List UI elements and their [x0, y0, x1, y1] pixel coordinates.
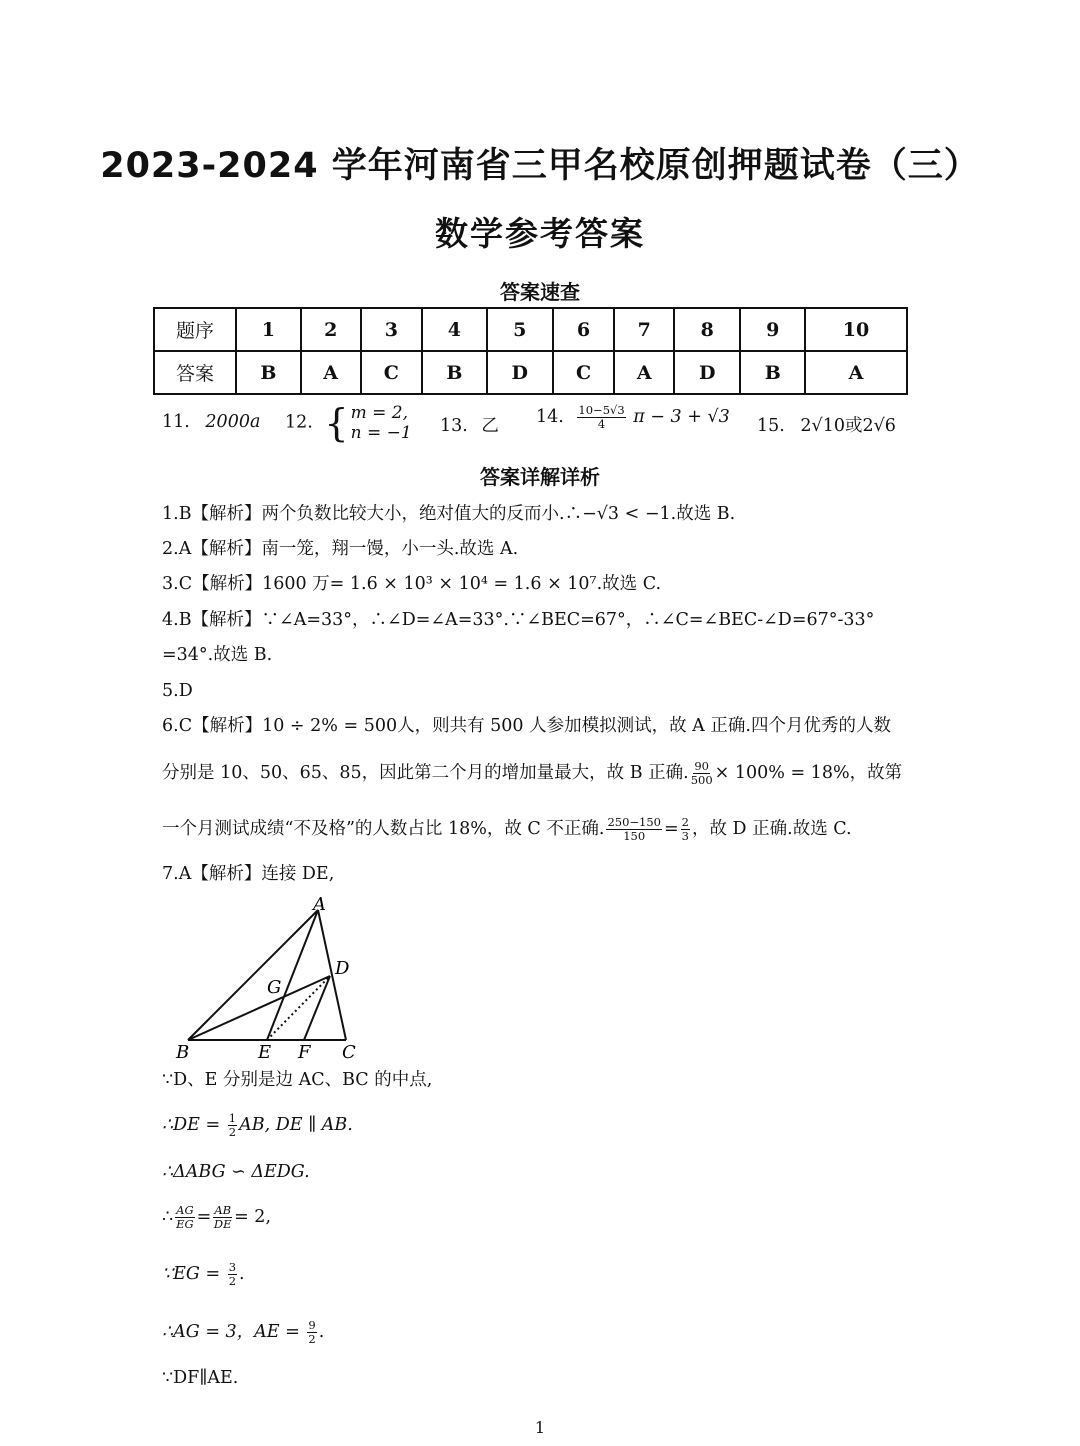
answer-q11 [162, 412, 260, 432]
label-d: D [335, 958, 350, 979]
table-cell: A [805, 351, 907, 394]
table-cell: A [614, 351, 674, 394]
q12-label: 12. [285, 412, 313, 433]
q15-label: 15. [757, 416, 785, 436]
table-row-label: 题序 [154, 308, 236, 351]
table-row-numbers [154, 308, 907, 351]
s6b-fraction [691, 760, 713, 787]
fraction-numerator: 9 [308, 1318, 316, 1332]
step-7: ∵DF∥AE. [162, 1368, 239, 1388]
st5-text: ∵EG = [162, 1264, 221, 1284]
q14-denominator: 4 [597, 417, 606, 431]
st4-text: ∴ [162, 1207, 174, 1227]
left-brace-icon: { [324, 401, 349, 445]
q12-row1: m = 2, [350, 403, 409, 423]
fraction-numerator: AB [214, 1203, 232, 1217]
equals-sign: = [196, 1207, 212, 1227]
table-cell: 5 [487, 308, 553, 351]
step-2 [162, 1112, 353, 1139]
label-e: E [258, 1042, 272, 1063]
st4-fraction-2 [213, 1204, 232, 1231]
segment-ae [267, 910, 318, 1040]
label-c: C [342, 1042, 356, 1063]
table-cell: 1 [236, 308, 301, 351]
q14-fraction [577, 404, 625, 431]
table-cell: C [553, 351, 614, 394]
answer-table [153, 307, 908, 395]
fraction-denominator: 150 [623, 829, 646, 843]
table-cell: B [740, 351, 805, 394]
table-cell: 6 [553, 308, 614, 351]
st6-tail: . [318, 1322, 325, 1342]
fraction-denominator: 3 [681, 829, 689, 843]
table-row-label: 答案 [154, 351, 236, 394]
table-cell: 10 [805, 308, 907, 351]
fraction-numerator: 90 [694, 759, 709, 773]
fraction-denominator: 2 [308, 1332, 316, 1346]
detail-header: 答案详解详析 [480, 465, 600, 489]
label-f: F [298, 1042, 311, 1063]
q11-label: 11. [162, 412, 190, 432]
q14-tail: π − 3 + √3 [633, 407, 730, 427]
answer-q14 [536, 404, 730, 431]
table-row-answers [154, 351, 907, 394]
st5-fraction [228, 1261, 237, 1288]
label-g: G [267, 977, 282, 998]
table-cell: 4 [422, 308, 487, 351]
q13-answer: 乙 [481, 416, 499, 436]
page-number: 1 [534, 1418, 546, 1437]
q15-answer: 2√10或2√6 [800, 416, 896, 436]
s6b-tail: × 100% = 18%，故第 [714, 763, 903, 783]
table-cell: 2 [301, 308, 361, 351]
page-subtitle: 数学参考答案 [435, 214, 645, 253]
solution-3: 3.C【解析】1600 万= 1.6 × 10³ × 10⁴ = 1.6 × 10⁷.故选 C. [162, 574, 662, 594]
table-cell: B [236, 351, 301, 394]
fraction-numerator: 2 [681, 815, 689, 829]
s6c-fraction-2 [681, 816, 690, 843]
st6-text: ∴AG = 3，AE = [162, 1322, 300, 1342]
solution-4-line1: 4.B【解析】∵∠A=33°，∴∠D=∠A=33°.∵∠BEC=67°，∴∠C=∠BEC-∠D=67°-33° [162, 610, 875, 630]
solution-6-line3 [162, 816, 852, 843]
solution-4-line2: =34°.故选 B. [162, 645, 273, 665]
step-1: ∵D、E 分别是边 AC、BC 的中点, [162, 1070, 433, 1090]
label-b: B [176, 1042, 190, 1063]
triangle-figure [168, 892, 368, 1064]
fraction-denominator: DE [213, 1217, 232, 1231]
fraction-numerator: 1 [228, 1111, 237, 1125]
solution-1: 1.B【解析】两个负数比较大小，绝对值大的反而小.∴−√3 < −1.故选 B. [162, 504, 736, 524]
s6c-tail: ，故 D 正确.故选 C. [691, 819, 852, 839]
table-cell: A [301, 351, 361, 394]
step-6 [162, 1319, 324, 1346]
table-cell: 7 [614, 308, 674, 351]
fraction-denominator: 500 [690, 773, 713, 787]
st4-tail: = 2, [234, 1207, 272, 1227]
step-4 [162, 1204, 271, 1231]
s6b-text: 分别是 10、50、65、85，因此第二个月的增加量最大，故 B 正确. [162, 763, 689, 783]
s6c-text: 一个月测试成绩“不及格”的人数占比 18%，故 C 不正确. [162, 819, 605, 839]
q11-answer: 2000a [205, 412, 261, 432]
st2-text: ∴DE = [162, 1115, 221, 1135]
answer-q13 [440, 412, 499, 437]
fraction-denominator: 2 [228, 1125, 237, 1139]
table-cell: C [361, 351, 422, 394]
answer-q12 [285, 403, 412, 443]
solution-6-line1: 6.C【解析】10 ÷ 2% = 500人，则共有 500 人参加模拟测试，故 A 正确.四个月优秀的人数 [162, 716, 891, 736]
q14-label: 14. [536, 407, 564, 427]
label-a: A [313, 894, 326, 915]
solution-5: 5.D [162, 681, 193, 701]
table-cell: 8 [674, 308, 740, 351]
quick-answer-header: 答案速查 [500, 280, 580, 304]
step-3: ∴ΔABG ∽ ΔEDG. [162, 1162, 310, 1182]
fraction-numerator: AG [176, 1203, 194, 1217]
step-5 [162, 1261, 245, 1288]
fraction-numerator: 3 [228, 1260, 237, 1274]
solution-7: 7.A【解析】连接 DE, [162, 864, 335, 884]
q13-label: 13. [440, 416, 468, 436]
table-cell: D [674, 351, 740, 394]
fraction-numerator: 250−150 [607, 815, 661, 829]
table-cell: 3 [361, 308, 422, 351]
q14-numerator: 10−5√3 [578, 403, 625, 417]
solution-6-line2 [162, 760, 902, 787]
fraction-denominator: EG [176, 1217, 194, 1231]
equals-sign: = [663, 819, 679, 839]
table-cell: D [487, 351, 553, 394]
system-of-equations [324, 403, 411, 443]
st6-fraction [307, 1319, 316, 1346]
table-cell: 9 [740, 308, 805, 351]
q12-row2: n = −1 [350, 423, 412, 443]
page-title: 2023-2024 学年河南省三甲名校原创押题试卷（三） [100, 146, 980, 186]
s6c-fraction [606, 816, 662, 843]
st5-tail: . [239, 1264, 245, 1284]
st2-tail: AB, DE ∥ AB. [239, 1115, 353, 1135]
table-cell: B [422, 351, 487, 394]
st4-fraction-1 [175, 1204, 195, 1231]
st2-fraction [228, 1112, 237, 1139]
answer-q15 [757, 412, 896, 437]
fraction-denominator: 2 [228, 1274, 237, 1288]
solution-2: 2.A【解析】南一笼，翔一馒，小一头.故选 A. [162, 539, 519, 559]
segment-ab [188, 910, 318, 1040]
